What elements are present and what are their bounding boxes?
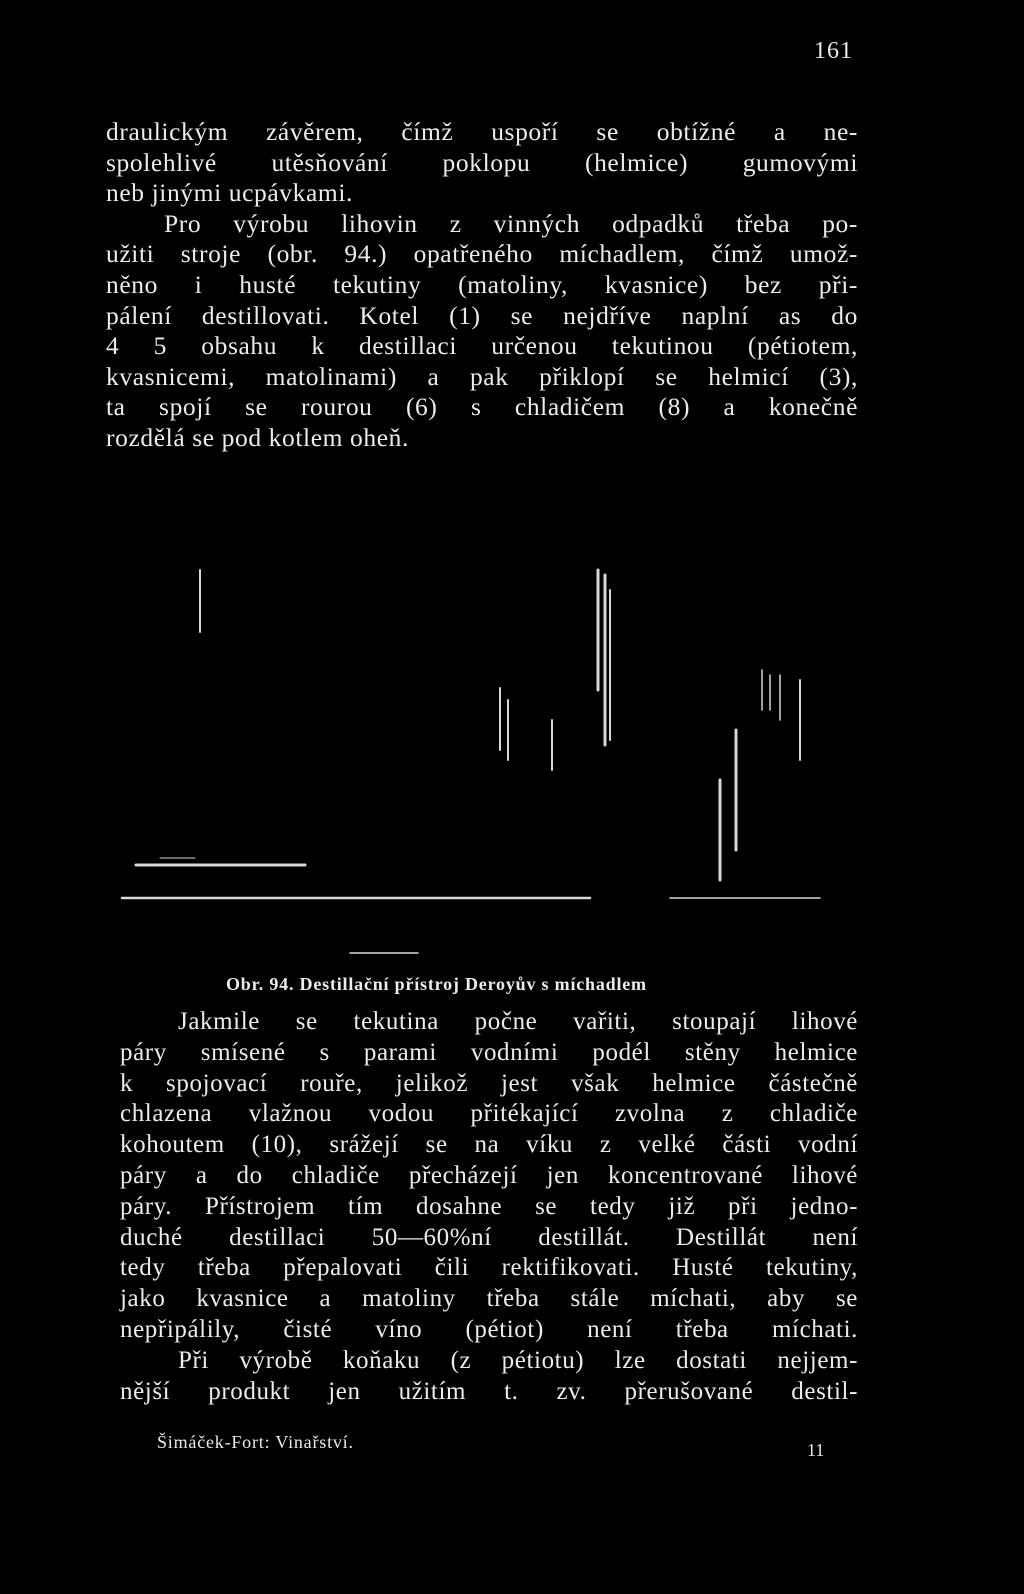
text-line: spolehlivé utěsňování poklopu (helmice) gumovými [106,147,858,177]
text-line: nější produkt jen užitím t. zv. přerušované destil- [120,1377,858,1405]
text-line: Jakmile se tekutina počne vařiti, stoupají lihové [178,1008,858,1035]
text-line: jako kvasnice a matoliny třeba stále míchati, aby se [120,1285,858,1313]
text-line: tedy třeba přepalovati čili rektifikovati. Husté tekutiny, [120,1254,858,1282]
text-line: rozdělá se pod kotlem oheň. [106,422,409,452]
text-line: nepřipálily, čisté víno (pétiot) není třeba míchati. [120,1315,858,1343]
paragraph-2 [120,1007,858,1407]
figure-caption: Obr. 94. Destillační přístroj Deroyův s míchadlem [226,974,647,994]
text-line: Při výrobě koňaku (z pétiotu) lze dostati nejjem- [178,1346,858,1374]
text-line: k spojovací rouře, jelikož jest však helmice částečně [120,1069,858,1097]
text-line: kohoutem (10), srážejí se na víku z velké části vodní [120,1131,858,1159]
text-line: páry smísené s parami vodními podél stěny helmice [120,1038,858,1066]
text-line: chlazena vlažnou vodou přitékající zvolna z chladiče [120,1100,858,1128]
text-line: páry. Přístrojem tím dosahne se tedy již při jedno- [120,1192,858,1220]
paragraph-1 [106,117,858,454]
footer-signature-mark: 11 [807,1440,825,1460]
text-line: 4 5 obsahu k destillaci určenou tekutinou (pétiotem, [106,331,858,361]
text-line: duché destillaci 50—60%ní destillát. Destillát není [120,1223,858,1251]
page-number: 161 [814,38,853,64]
text-line: Pro výrobu lihovin z vinných odpadků třeba po- [164,208,858,238]
text-line: ta spojí se rourou (6) s chladičem (8) a konečně [106,392,858,422]
text-line: draulickým závěrem, čímž uspoří se obtížné a ne- [106,117,858,146]
text-line: pálení destillovati. Kotel (1) se nejdříve naplní as do [106,300,858,330]
figure-94-distillation-apparatus [100,560,860,960]
apparatus-illustration [100,560,860,960]
footer-author-title: Šimáček-Fort: Vinařství. [157,1432,354,1452]
text-line: neb jinými ucpávkami. [106,178,354,208]
text-line: kvasnicemi, matolinami) a pak přiklopí se helmicí (3), [106,361,858,391]
text-line: něno i husté tekutiny (matoliny, kvasnice) bez při- [106,269,858,299]
text-line: užiti stroje (obr. 94.) opatřeného míchadlem, čímž umož- [106,239,858,269]
text-line: páry a do chladiče přecházejí jen koncentrované lihové [120,1161,858,1189]
